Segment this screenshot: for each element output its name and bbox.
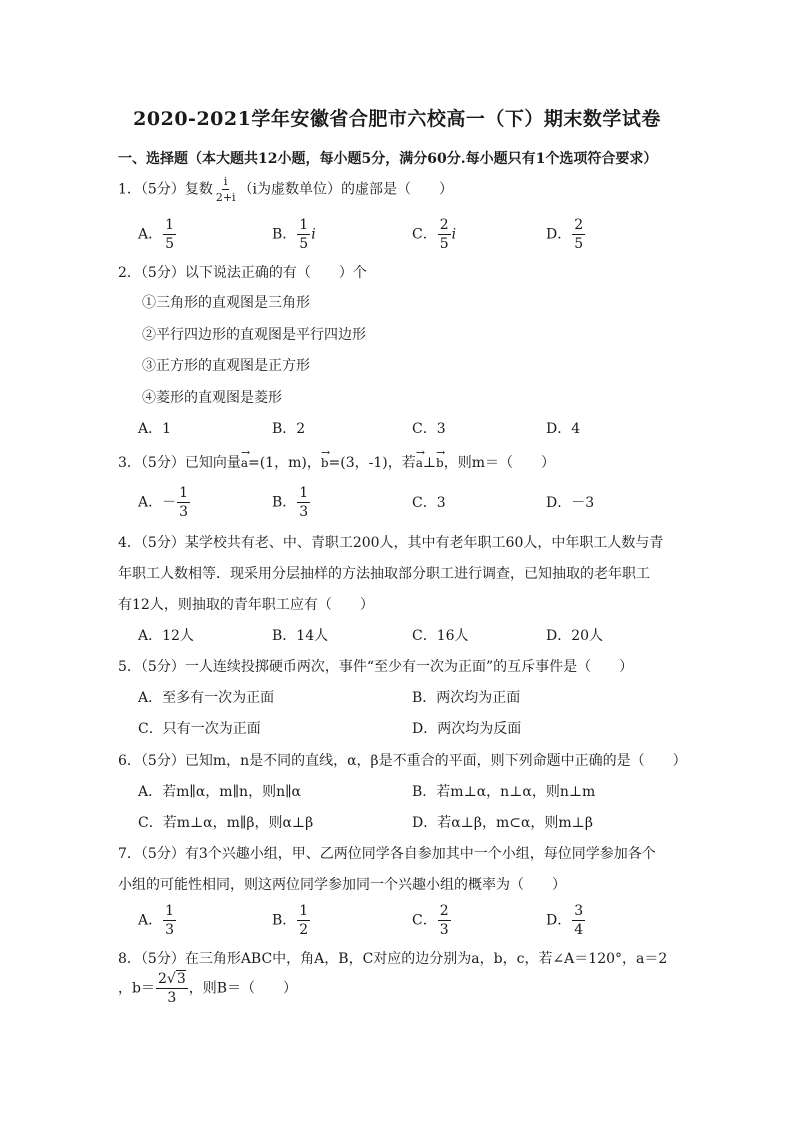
question-2-option-c: C．3 — [412, 421, 446, 437]
question-4-stem-line-2: 年职工人数相等．现采用分层抽样的方法抽取部分职工进行调查，已知抽取的老年职工 — [118, 566, 650, 582]
question-1-option-d: D． $\frac{2}{5}$ — [546, 217, 584, 252]
question-5-option-b: B．两次均为正面 — [412, 690, 521, 706]
question-2-statement-1: ①三角形的直观图是三角形 — [142, 295, 310, 311]
question-4-option-b: B．14人 — [272, 628, 329, 644]
question-6-option-a: A．若m∥α，m∥n，则n∥α — [138, 784, 302, 800]
question-7-stem-line-2: 小组的可能性相同，则这两位同学参加同一个兴趣小组的概率为（ ） — [118, 877, 566, 893]
question-6-option-d: D．若α⊥β，m⊂α，则m⊥β — [412, 815, 593, 831]
question-4-option-d: D．20人 — [546, 628, 604, 644]
question-7-option-c: C． $\frac{2}{3}$ — [412, 903, 449, 938]
question-3-stem: 3．（5分）已知向量→ a=(1，m)，→ b=(3，-1)，若→ a⊥→ b，则m＝（ ） — [118, 452, 555, 472]
question-4-option-c: C．16人 — [412, 628, 469, 644]
question-5-stem: 5．（5分）一人连续投掷硬币两次，事件“至少有一次为正面”的互斥事件是（ ） — [118, 659, 634, 675]
question-3-option-a: A．－ $\frac{1}{3}$ — [138, 485, 189, 520]
question-2-statement-3: ③正方形的直观图是正方形 — [142, 358, 310, 374]
section-heading: 一、选择题（本大题共12小题，每小题5分，满分60分.每小题只有1个选项符合要求） — [118, 151, 658, 167]
question-2-stem: 2．（5分）以下说法正确的有（ ）个 — [118, 265, 367, 281]
question-6-stem: 6．（5分）已知m，n是不同的直线，α，β是不重合的平面，则下列命题中正确的是（ ） — [118, 753, 687, 769]
question-5-option-d: D．两次均为反面 — [412, 721, 522, 737]
question-2-statement-4: ④菱形的直观图是菱形 — [142, 390, 282, 406]
question-7-option-b: B． $\frac{1}{2}$ — [272, 903, 309, 938]
question-5-option-a: A．至多有一次为正面 — [138, 690, 275, 706]
question-7-option-a: A． $\frac{1}{3}$ — [138, 903, 175, 938]
question-1-stem: 1．（5分）复数 $\frac{i}{2+i}$ （i为虚数单位）的虚部是（ ） — [118, 175, 454, 204]
question-7-stem-line-1: 7．（5分）有3个兴趣小组，甲、乙两位同学各自参加其中一个小组，每位同学参加各个 — [118, 846, 656, 862]
question-3-option-d: D．－3 — [546, 495, 595, 511]
question-4-option-a: A．12人 — [138, 628, 194, 644]
question-2-option-b: B．2 — [272, 421, 306, 437]
question-1-option-c: C． $\frac{2}{5}$ i — [412, 217, 457, 252]
question-3-option-c: C．3 — [412, 495, 446, 511]
question-4-stem-line-3: 有12人，则抽取的青年职工应有（ ） — [118, 597, 374, 613]
question-8-stem-line-1: 8．（5分）在三角形ABC中，角A，B，C对应的边分别为a，b，c，若∠A＝120°，a＝2 — [118, 951, 668, 967]
question-2-statement-2: ②平行四边形的直观图是平行四边形 — [142, 327, 366, 343]
question-8-stem-line-2: ，b＝ $\frac{2√3}{3}$ ，则B＝（ ） — [118, 971, 298, 1006]
question-6-option-c: C．若m⊥α，m∥β，则α⊥β — [138, 815, 314, 831]
question-4-stem-line-1: 4．（5分）某学校共有老、中、青职工200人，其中有老年职工60人，中年职工人数与青 — [118, 535, 664, 551]
exam-title: 2020-2021学年安徽省合肥市六校高一（下）期末数学试卷 — [133, 108, 661, 130]
fraction: $\frac{2√3}{3}$ — [157, 971, 186, 1006]
question-1-option-a: A． $\frac{1}{5}$ — [138, 217, 175, 252]
question-2-option-a: A．1 — [138, 421, 172, 437]
question-1-option-b: B． $\frac{1}{5}$ i — [272, 217, 316, 252]
fraction: $\frac{i}{2+i}$ — [215, 175, 236, 204]
question-3-option-b: B． $\frac{1}{3}$ — [272, 485, 309, 520]
question-6-option-b: B．若m⊥α，n⊥α，则n⊥m — [412, 784, 596, 800]
question-5-option-c: C．只有一次为正面 — [138, 721, 261, 737]
question-7-option-d: D． $\frac{3}{4}$ — [546, 903, 584, 938]
question-2-option-d: D．4 — [546, 421, 581, 437]
